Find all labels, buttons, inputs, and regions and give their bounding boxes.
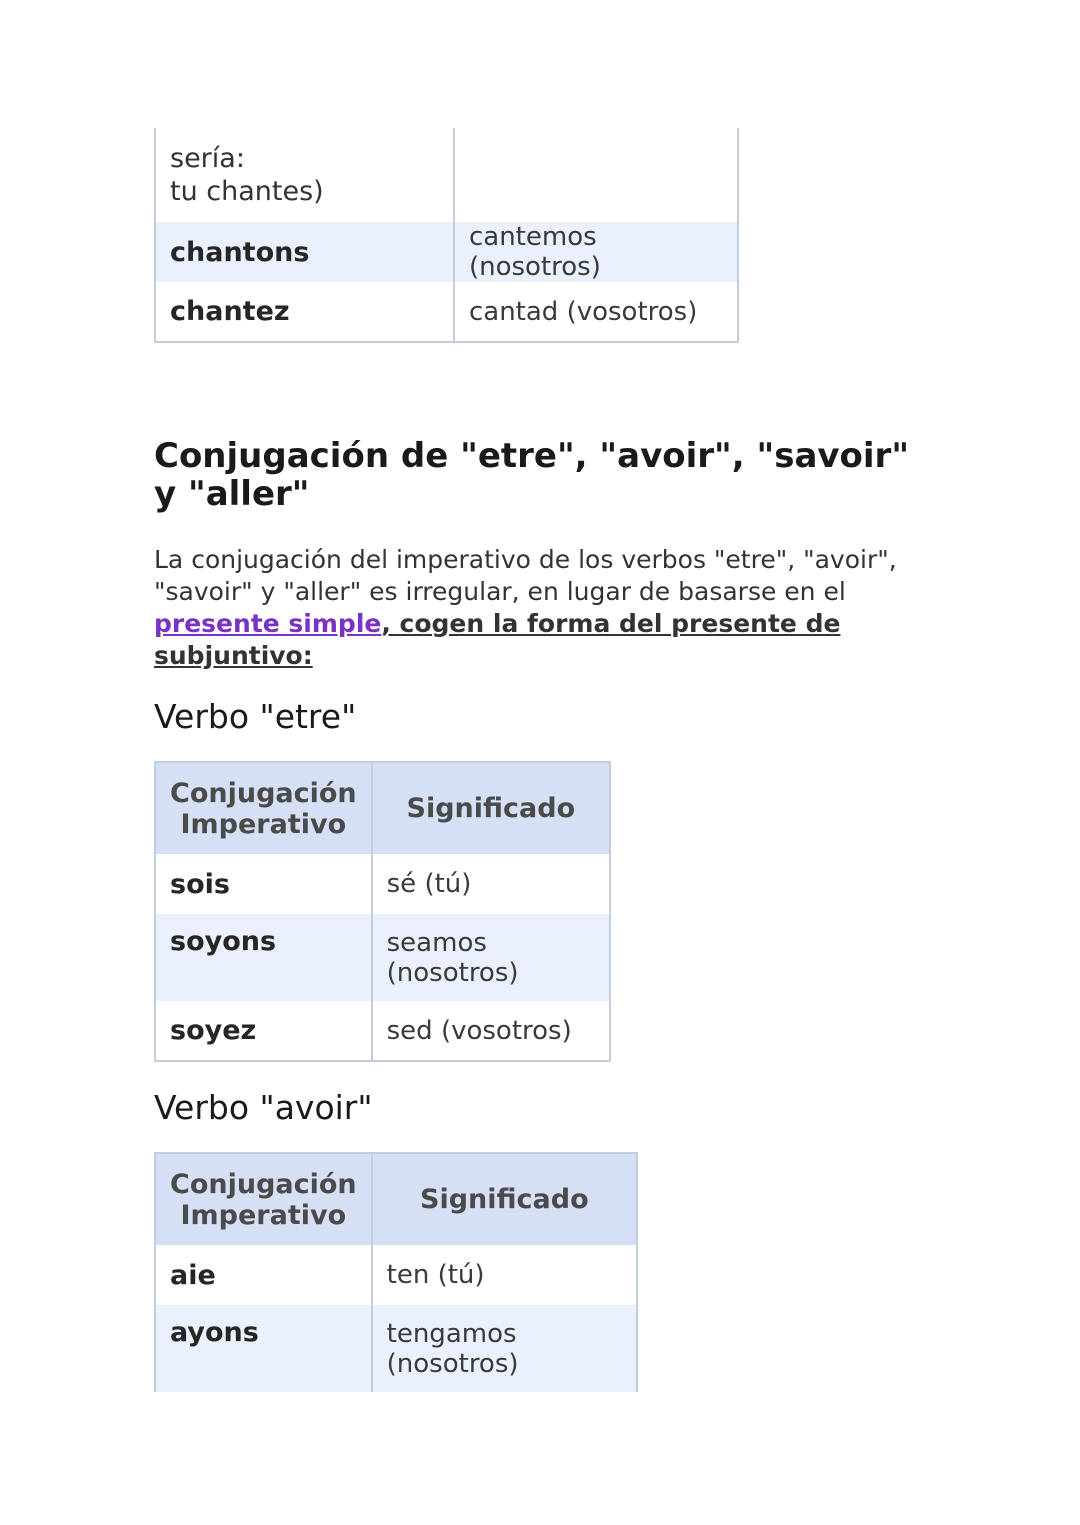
verb-cell: chantons xyxy=(155,222,454,282)
table-row xyxy=(155,282,738,342)
table-row xyxy=(155,1001,610,1061)
table-row xyxy=(155,854,610,914)
meaning-line: tengamos xyxy=(386,1319,517,1349)
header-line: Conjugación xyxy=(170,1168,357,1200)
avoir-heading: Verbo "avoir" xyxy=(154,1088,373,1127)
header-conjugacion xyxy=(155,762,372,854)
table-row xyxy=(155,128,738,222)
verb-cell: chantez xyxy=(155,282,454,342)
table-row xyxy=(155,1245,637,1305)
table-header-row xyxy=(155,1153,637,1245)
verb-cell: soyons xyxy=(155,914,372,1001)
header-significado: Significado xyxy=(372,1153,637,1245)
table-row xyxy=(155,222,738,282)
intro-paragraph xyxy=(154,544,934,672)
table-header-row xyxy=(155,762,610,854)
verb-cell: soyez xyxy=(155,1001,372,1061)
etre-heading: Verbo "etre" xyxy=(154,697,357,736)
meaning-cell: cantad (vosotros) xyxy=(454,282,738,342)
header-significado: Significado xyxy=(372,762,610,854)
top-conjugation-table xyxy=(154,128,739,343)
presente-simple-link[interactable]: presente simple xyxy=(154,609,382,638)
meaning-cell: sed (vosotros) xyxy=(372,1001,610,1061)
section-title: Conjugación de "etre", "avoir", "savoir" y "aller" xyxy=(154,436,910,514)
meaning-cell xyxy=(372,914,610,1001)
table-row xyxy=(155,914,610,1001)
paragraph-emphasis: , cogen la forma del presente de subjuntivo: xyxy=(154,609,841,670)
cell-line: sería: xyxy=(170,143,245,174)
meaning-cell: sé (tú) xyxy=(372,854,610,914)
verb-cell: ayons xyxy=(155,1305,372,1392)
header-line: Imperativo xyxy=(180,808,347,840)
header-conjugacion xyxy=(155,1153,372,1245)
etre-table xyxy=(154,761,611,1062)
verb-cell: aie xyxy=(155,1245,372,1305)
meaning-cell xyxy=(372,1305,637,1392)
meaning-line: seamos xyxy=(386,928,487,958)
header-line: Imperativo xyxy=(180,1199,347,1231)
paragraph-text: La conjugación del imperativo de los verbos "etre", "avoir", "savoir" y "aller" es irregular, en lugar de basarse en el xyxy=(154,545,897,606)
cell-line: tu chantes) xyxy=(170,176,324,207)
meaning-cell: cantemos (nosotros) xyxy=(454,222,738,282)
table-cell xyxy=(454,128,738,222)
table-row xyxy=(155,1305,637,1392)
meaning-line: (nosotros) xyxy=(386,958,519,988)
meaning-cell: ten (tú) xyxy=(372,1245,637,1305)
header-line: Conjugación xyxy=(170,777,357,809)
table-cell xyxy=(155,128,454,222)
meaning-line: (nosotros) xyxy=(386,1349,519,1379)
verb-cell: sois xyxy=(155,854,372,914)
avoir-table xyxy=(154,1152,638,1392)
